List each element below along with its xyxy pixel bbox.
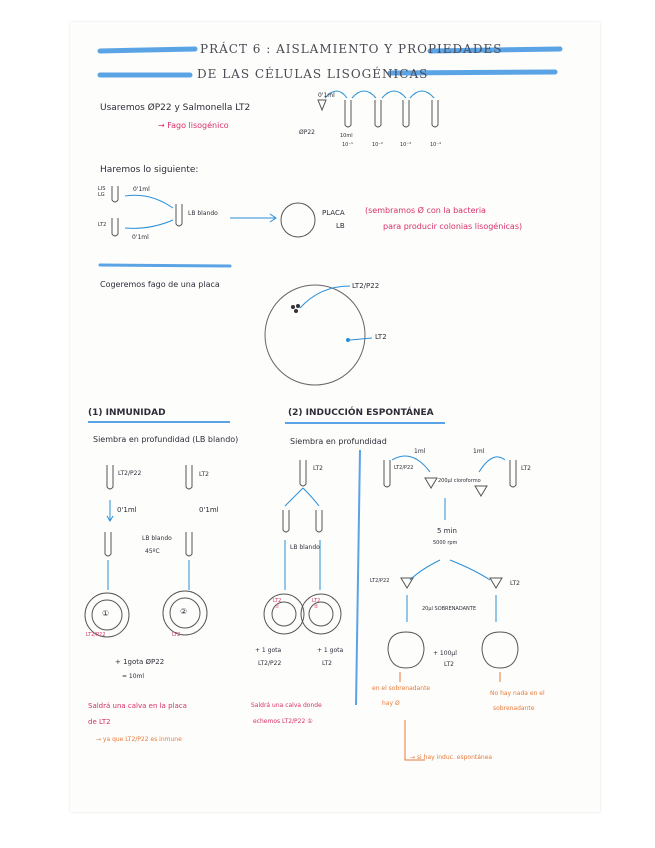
immunity-volume: = 10ml [122, 673, 145, 680]
lb-label: LB blando [188, 210, 218, 217]
centrifuge-rpm: 5000 rpm [433, 540, 458, 546]
induction-drop1b: LT2/P22 [258, 660, 282, 667]
induction-tube: LT2 [313, 465, 323, 472]
centrifuge-eppA: LT2/P22 [370, 578, 390, 584]
induction-drop2a: + 1 gota [317, 647, 344, 654]
tube-bottom-vol: 0'1ml [132, 234, 149, 241]
step-note1: (sembramos Ø con la bacteria [365, 206, 486, 215]
immunity-plate2-label: LT2 [172, 632, 181, 638]
dilution-3: 10⁻³ [400, 142, 412, 148]
immunity-result1: Saldrá una calva en la placa [88, 702, 187, 710]
centrifuge-super: 20μl SOBRENADANTE [422, 606, 476, 612]
induction-drop1a: + 1 gota [255, 647, 282, 654]
intro-note: → Fago lisogénico [158, 121, 229, 130]
induction-result2: echemos LT2/P22 ① [253, 718, 313, 725]
title-line2: DE LAS CÉLULAS LISOGÉNICAS [197, 67, 429, 81]
induction-drop2b: LT2 [322, 660, 332, 667]
immunity-drop: + 1gota ØP22 [115, 658, 165, 666]
immunity-volB: 0'1ml [199, 506, 219, 514]
immunity-tubeA: LT2/P22 [118, 470, 142, 477]
plate-label-lt2: LT2 [375, 333, 387, 341]
immunity-plate1-label: LT2/P22 [86, 632, 106, 638]
centrifuge-time: 5 min [437, 527, 457, 535]
dilution-2: 10⁻² [372, 142, 384, 148]
immunity-tubeB: LT2 [199, 471, 209, 478]
dilution-10ml: 10ml [340, 133, 353, 139]
centrifuge-eppB: LT2 [510, 580, 520, 587]
dilution-tubes [318, 91, 438, 127]
centrifuge-cloro: 200μl cloroformo [438, 478, 481, 484]
dilution-1: 10⁻¹ [342, 142, 354, 148]
plate-text: Cogeremos fago de una placa [100, 280, 220, 289]
induction-lb: LB blando [290, 544, 320, 551]
induction-plate1: LT2 ① [273, 598, 282, 610]
centrifuge-vol2: 1ml [473, 448, 485, 455]
dilution-4: 10⁻⁴ [430, 142, 442, 148]
centrifuge-vol1: 1ml [414, 448, 426, 455]
centrifuge-add: + 100μl [433, 650, 457, 657]
centrifuge-add2: LT2 [444, 661, 454, 668]
centrifuge-res-right2: sobrenadante [493, 705, 535, 712]
intro-text: Usaremos ØP22 y Salmonella LT2 [100, 103, 251, 113]
immunity-result2: de LT2 [88, 718, 111, 726]
induction-result1: Saldrá una calva donde [251, 702, 322, 709]
plate-label-lt2p22: LT2/P22 [352, 282, 380, 290]
tube-bottom-label: LT2 [98, 222, 107, 228]
centrifuge-tubeA: LT2/P22 [394, 465, 414, 471]
step-note2: para producir colonias lisogénicas) [383, 222, 523, 231]
plate-label: PLACA [322, 209, 345, 217]
centrifuge-tubeB: LT2 [521, 465, 531, 472]
title-line1: PRÁCT 6 : AISLAMIENTO Y PROPIEDADES [200, 42, 503, 56]
vertical-divider [356, 450, 360, 705]
immunity-lb: LB blando [142, 535, 172, 542]
centrifuge-res-right1: No hay nada en el [490, 690, 545, 697]
step-heading: Haremos lo siguiente: [100, 165, 199, 175]
centrifuge-res-left2: hay Ø [382, 700, 400, 707]
immunity-subheading: Siembra en profundidad (LB blando) [93, 435, 239, 444]
immunity-volA: 0'1ml [117, 506, 137, 514]
intro-vol: 0'1ml [318, 92, 335, 99]
centrifuge-res-left1: en el sobrenadante [372, 685, 431, 692]
immunity-plate2: ② [180, 607, 188, 616]
tube-top-vol: 0'1ml [133, 186, 150, 193]
induction-heading: (2) INDUCCIÓN ESPONTÁNEA [288, 408, 434, 418]
big-plate [265, 285, 372, 385]
immunity-temp: 45ºC [145, 548, 160, 555]
centrifuge-final: → si hay induc. espontánea [410, 754, 493, 761]
induction-plate2: LT2 ② [312, 598, 321, 610]
immunity-heading: (1) INMUNIDAD [88, 408, 166, 418]
immunity-result3: → ya que LT2/P22 es inmune [96, 736, 182, 743]
tube-top-label: LIS LG [98, 186, 106, 198]
plate-sub: LB [336, 222, 345, 230]
immunity-plate1: ① [102, 609, 110, 618]
section-divider [100, 265, 230, 266]
induction-subheading: Siembra en profundidad [290, 437, 387, 446]
phage-label: ØP22 [299, 129, 315, 136]
